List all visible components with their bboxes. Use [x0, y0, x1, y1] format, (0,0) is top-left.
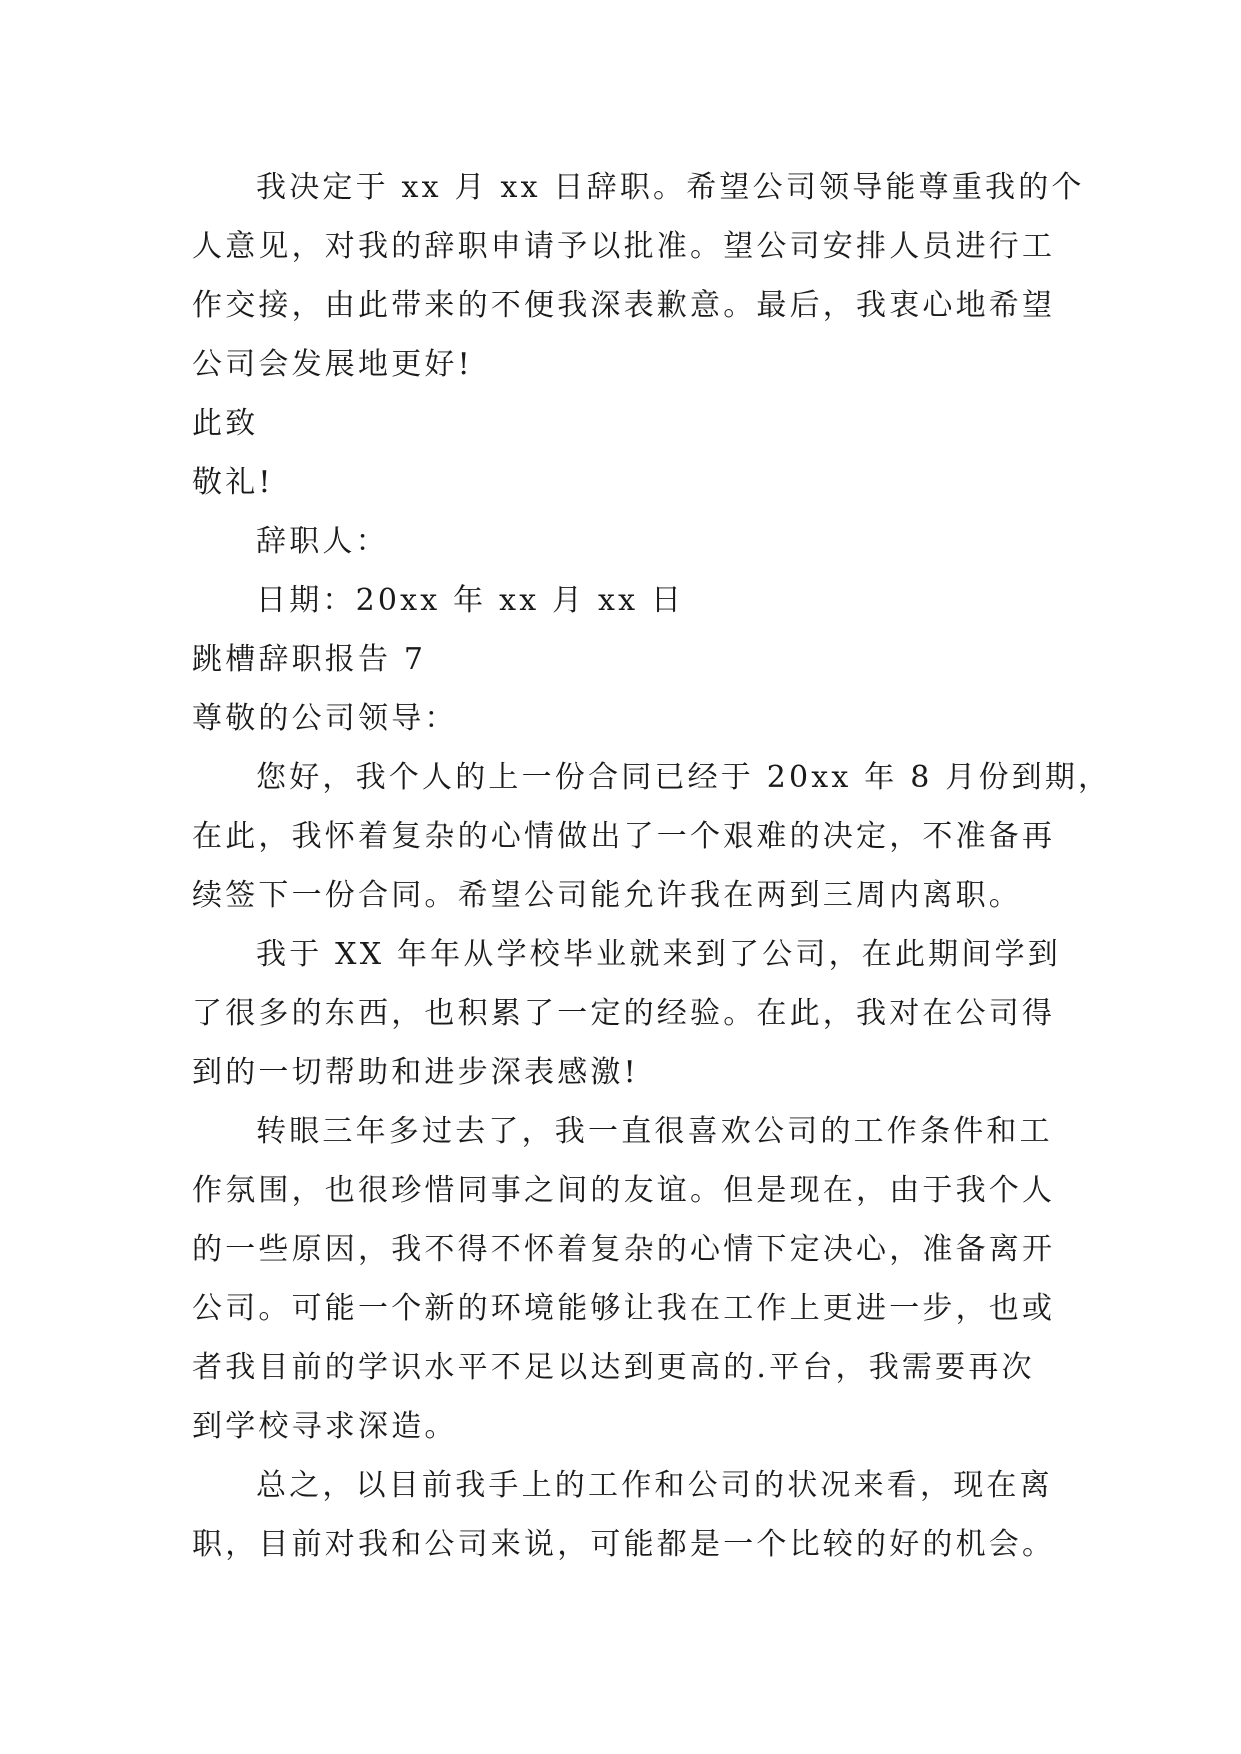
text-line: 的一些原因，我不得不怀着复杂的心情下定决心，准备离开 — [192, 1232, 1056, 1267]
text-line: 公司会发展地更好! — [192, 347, 473, 382]
text-line: 到的一切帮助和进步深表感激! — [192, 1055, 639, 1090]
text-line: 作交接，由此带来的不便我深表歉意。最后，我衷心地希望 — [192, 288, 1056, 323]
text-line: 您好，我个人的上一份合同已经于 20xx 年 8 月份到期， — [256, 760, 1112, 795]
text-line: 续签下一份合同。希望公司能允许我在两到三周内离职。 — [192, 878, 1022, 913]
text-line: 人意见，对我的辞职申请予以批准。望公司安排人员进行工 — [192, 229, 1056, 264]
text-line: 公司。可能一个新的环境能够让我在工作上更进一步，也或 — [192, 1291, 1056, 1326]
text-line: 了很多的东西，也积累了一定的经验。在此，我对在公司得 — [192, 996, 1056, 1031]
text-line: 到学校寻求深造。 — [192, 1409, 458, 1444]
text-line: 总之，以目前我手上的工作和公司的状况来看，现在离 — [256, 1468, 1053, 1503]
text-line: 在此，我怀着复杂的心情做出了一个艰难的决定，不准备再 — [192, 819, 1056, 854]
text-line: 我决定于 xx 月 xx 日辞职。希望公司领导能尊重我的个 — [256, 170, 1085, 205]
closing-salutation: 此致 — [192, 406, 259, 441]
closing-regards: 敬礼! — [192, 465, 274, 500]
text-line: 转眼三年多过去了，我一直很喜欢公司的工作条件和工 — [256, 1114, 1053, 1149]
text-line: 作氛围，也很珍惜同事之间的友谊。但是现在，由于我个人 — [192, 1173, 1056, 1208]
text-line: 职，目前对我和公司来说，可能都是一个比较的好的机会。 — [192, 1527, 1056, 1562]
section-title: 跳槽辞职报告 7 — [192, 642, 427, 677]
letter-greeting: 尊敬的公司领导： — [192, 701, 458, 736]
text-line: 者我目前的学识水平不足以达到更高的.平台，我需要再次 — [192, 1350, 1035, 1385]
document-body — [192, 158, 1112, 1574]
date-line: 日期：20xx 年 xx 月 xx 日 — [256, 583, 685, 618]
text-line: 我于 XX 年年从学校毕业就来到了公司，在此期间学到 — [256, 937, 1061, 972]
signature-label: 辞职人： — [256, 524, 389, 559]
